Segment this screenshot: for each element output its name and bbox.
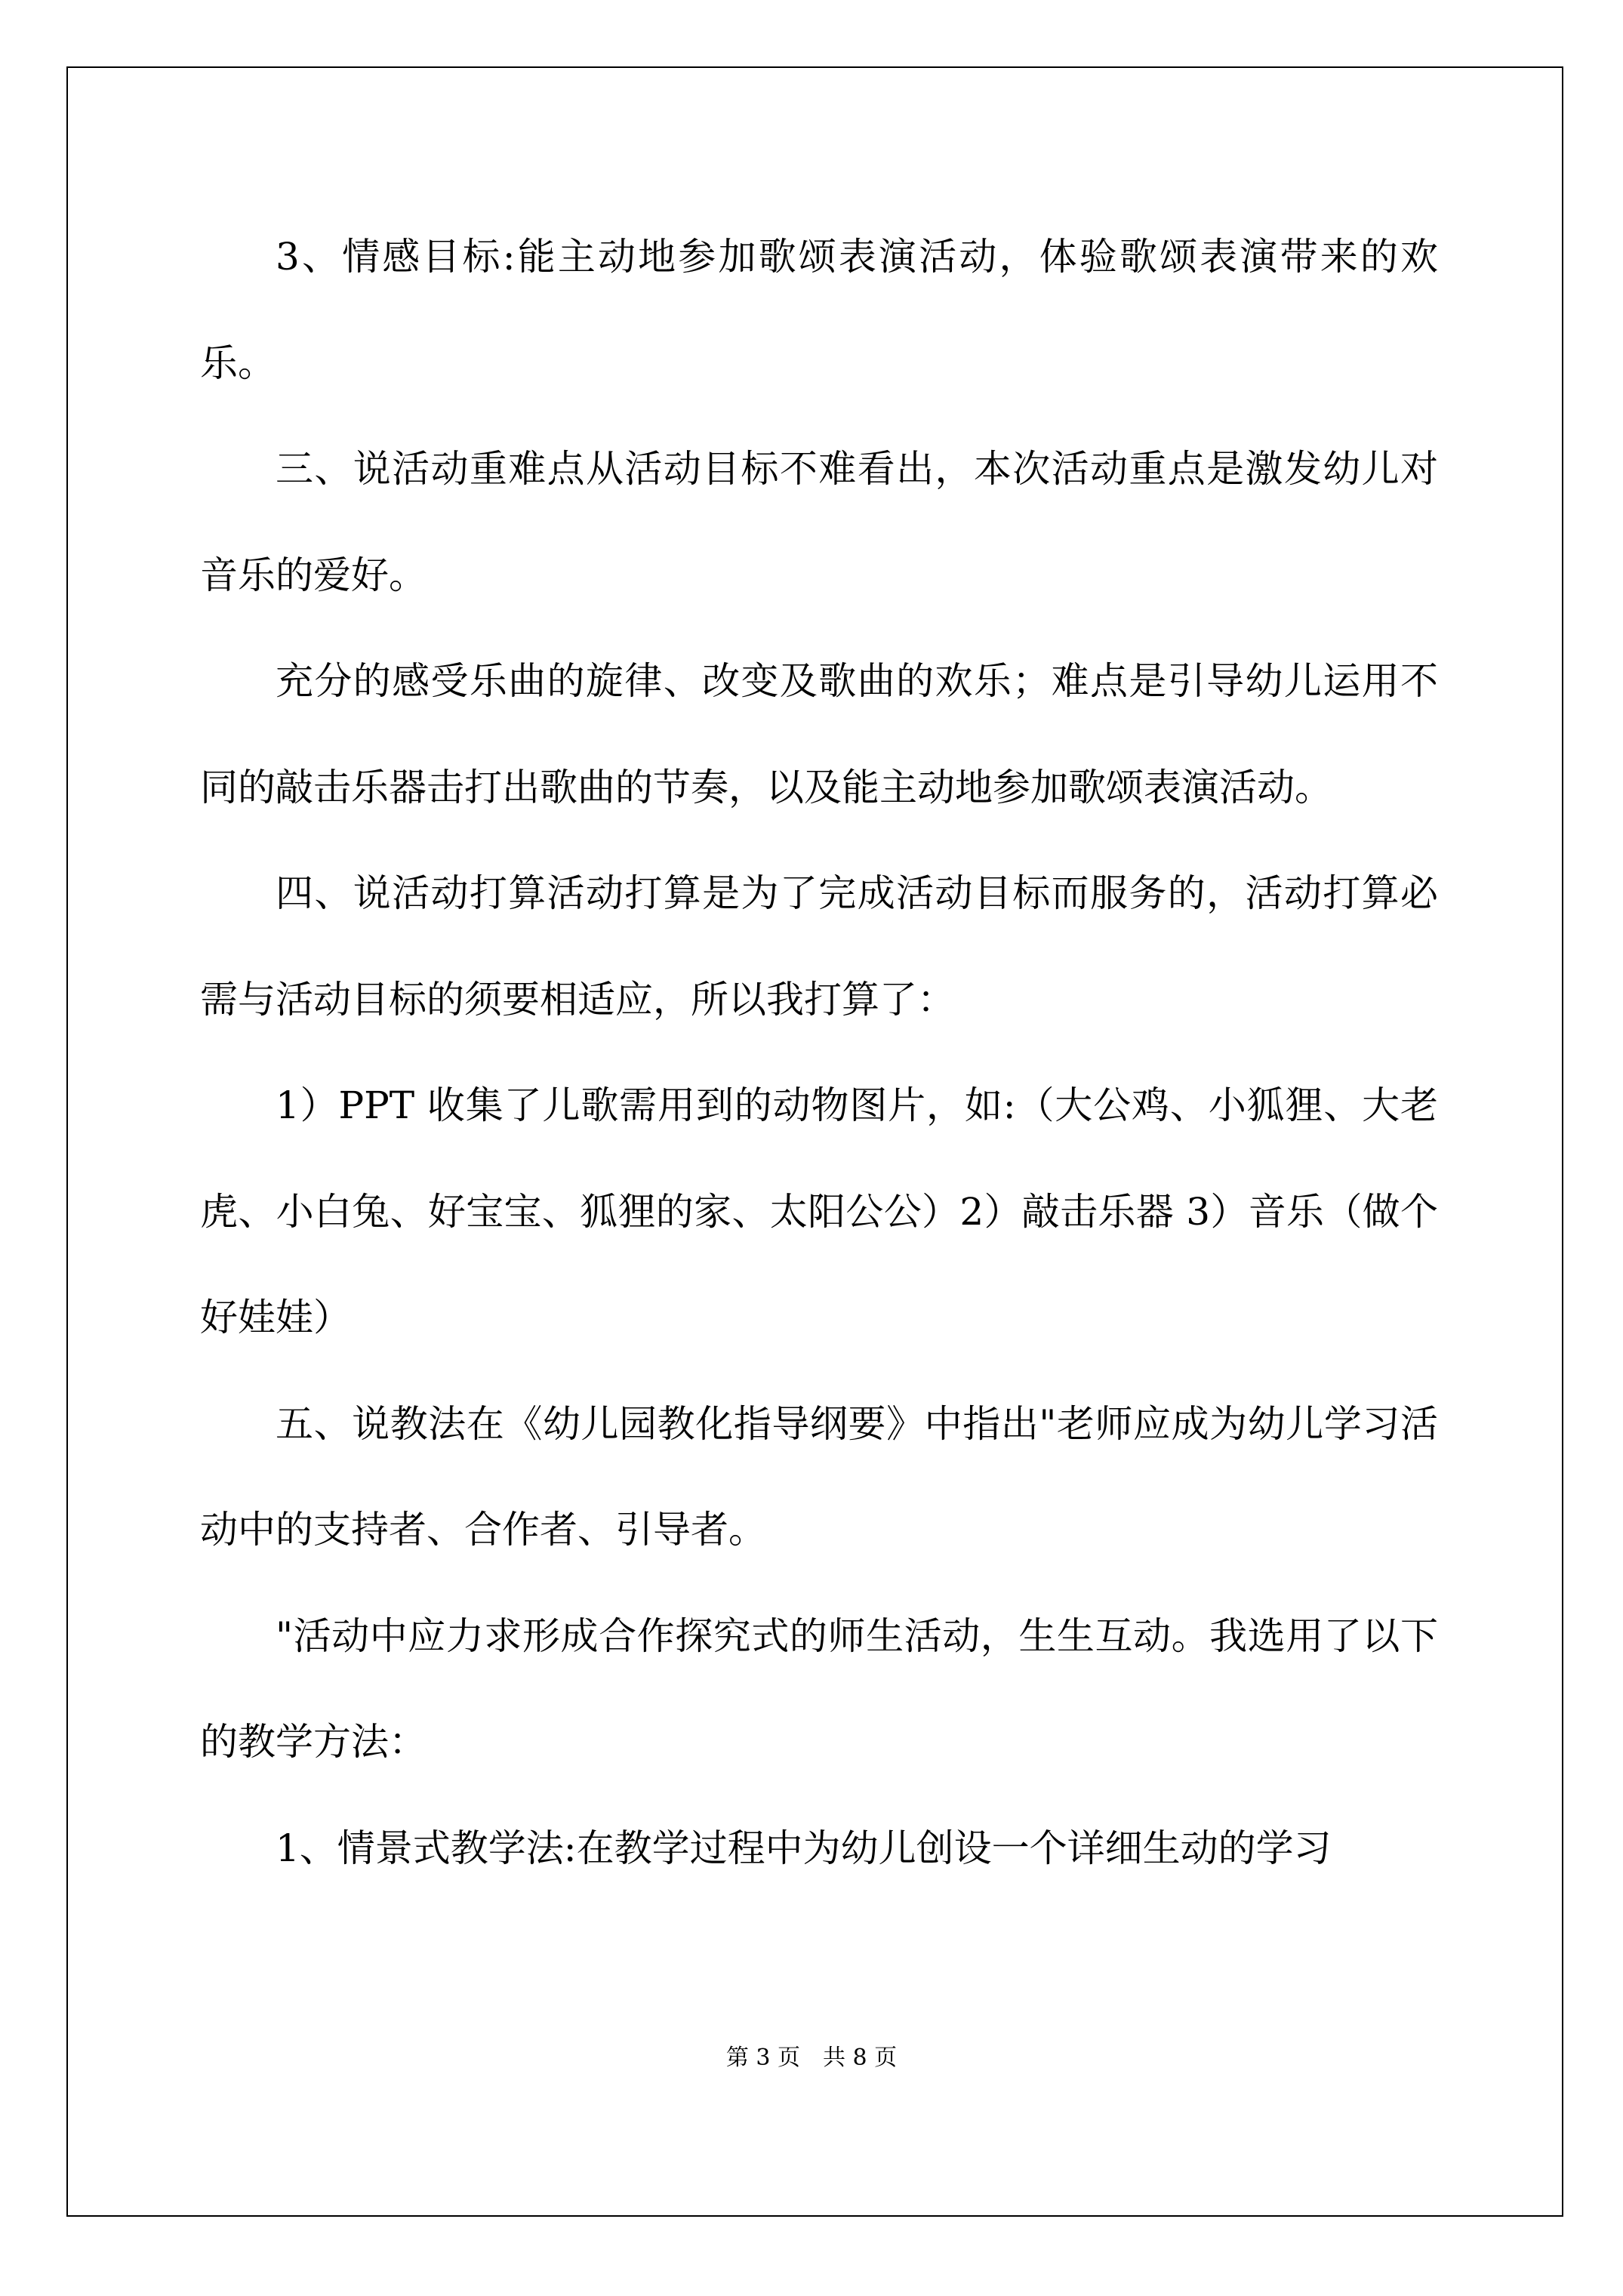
paragraph: "活动中应力求形成合作探究式的师生活动，生生互动。我选用了以下的教学方法：	[200, 1613, 1438, 1764]
page-footer: 第 3 页 共 8 页	[725, 2045, 898, 2071]
paragraph: 五、说教法在《幼儿园教化指导纲要》中指出"老师应成为幼儿学习活动中的支持者、合作者、引导者。	[200, 1401, 1438, 1552]
paragraph: 三、说活动重难点从活动目标不难看出，本次活动重点是激发幼儿对音乐的爱好。	[200, 447, 1438, 597]
paragraph: 四、说活动打算活动打算是为了完成活动目标而服务的，活动打算必需与活动目标的须要相适应，所以我打算了：	[200, 871, 1438, 1022]
document-body	[200, 204, 1438, 1901]
paragraph: 充分的感受乐曲的旋律、改变及歌曲的欢乐；难点是引导幼儿运用不同的敲击乐器击打出歌曲的节奏，以及能主动地参加歌颂表演活动。	[200, 659, 1438, 809]
paragraph: 1）PPT 收集了儿歌需用到的动物图片，如:（大公鸡、小狐狸、大老虎、小白兔、好宝宝、狐狸的家、太阳公公）2）敲击乐器 3）音乐（做个好娃娃）	[200, 1083, 1438, 1339]
paragraph: 1、情景式教学法:在教学过程中为幼儿创设一个详细生动的学习	[276, 1826, 1332, 1870]
paragraph: 3、情感目标:能主动地参加歌颂表演活动，体验歌颂表演带来的欢乐。	[200, 235, 1438, 385]
